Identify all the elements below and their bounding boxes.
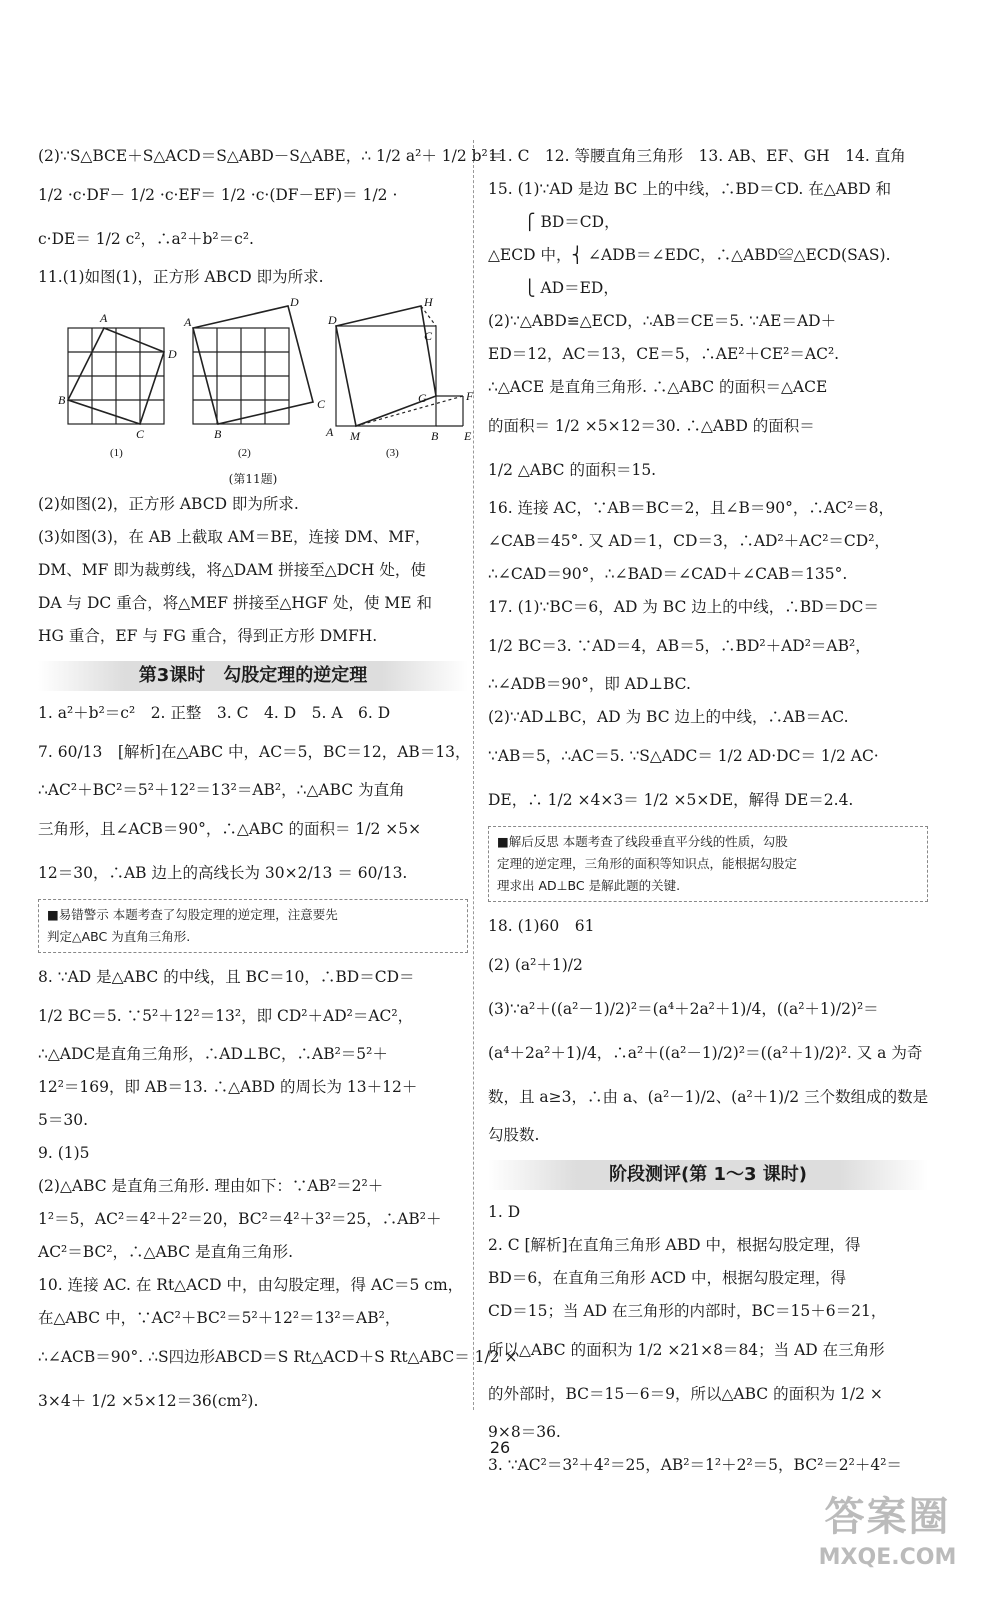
grid-figure-2 <box>193 306 313 424</box>
grid-figure-3 <box>336 306 463 426</box>
text-line: DM、MF 即为裁剪线，将△DAM 拼接至△DCH 处，使 <box>38 561 426 579</box>
text-line: 2. C [解析]在直角三角形 ABD 中，根据勾股定理，得 <box>488 1236 861 1254</box>
text-line: 勾股数. <box>488 1126 540 1144</box>
text-line: DA 与 DC 重合，将△MEF 拼接至△HGF 处，使 ME 和 <box>38 594 433 612</box>
text-line: ∴△ACE 是直角三角形. ∴△ABC 的面积＝△ACE <box>488 378 828 396</box>
text-line: 1. D <box>488 1203 521 1221</box>
svg-text:D: D <box>290 295 299 309</box>
note-line: 定理的逆定理，三角形的面积等知识点，能根据勾股定 <box>497 856 798 871</box>
text-line: ∠CAB＝45°. 又 AD＝1，CD＝3，∴AD²＋AC²＝CD²， <box>488 532 890 550</box>
text-line: AC²＝BC²，∴△ABC 是直角三角形. <box>38 1243 294 1261</box>
question-17: 17. (1)∵BC＝6，AD 为 BC 边上的中线，∴BD＝DC＝ <box>488 598 879 616</box>
text-line: DE，∴ 1/2 ×4×3＝ 1/2 ×5×DE，解得 DE＝2.4. <box>488 791 854 809</box>
geometry-figures <box>38 295 474 468</box>
grid-figure-1 <box>68 328 164 424</box>
text-line: 所以△ABC 的面积为 1/2 ×21×8＝84；当 AD 在三角形 <box>488 1341 885 1359</box>
svg-text:H: H <box>424 295 433 309</box>
question-15: 15. (1)∵AD 是边 BC 上的中线，∴BD＝CD. 在△ABD 和 <box>488 180 892 198</box>
svg-text:A: A <box>326 425 334 439</box>
text-line: ∵AB＝5，∴AC＝5. ∵S△ADC＝ 1/2 AD·DC＝ 1/2 AC· <box>488 747 879 765</box>
text-line: ∴∠CAD＝90°，∴∠BAD＝∠CAD＋∠CAB＝135°. <box>488 565 848 583</box>
text-line: c·DE＝ 1/2 c²，∴a²＋b²＝c². <box>38 230 254 248</box>
text-line: (a⁴＋2a²＋1)/4，∴a²＋((a²－1)/2)²＝((a²＋1)/2)². 又 a 为奇 <box>488 1044 923 1062</box>
watermark-url: MXQE.COM <box>818 1545 957 1570</box>
text-line: 1/2 BC＝3. ∵AD＝4，AB＝5，∴BD²＋AD²＝AB²， <box>488 637 871 655</box>
right-column <box>488 140 928 1482</box>
brace-line: ⎧ BD＝CD， <box>488 213 620 231</box>
text-line: ∴∠ACB＝90°. ∴S四边形ABCD＝S Rt△ACD＋S Rt△ABC＝ 1/2 × <box>38 1348 518 1366</box>
text-line: ∴∠ADB＝90°，即 AD⊥BC. <box>488 675 691 693</box>
section-title: 阶段测评(第 1～3 课时) <box>488 1160 928 1190</box>
question-7: 7. 60/13 [解析]在△ABC 中，AC＝5，BC＝12，AB＝13， <box>38 743 471 761</box>
page-number: 26 <box>489 1438 511 1457</box>
text-line: 1²＝5，AC²＝4²＋2²＝20，BC²＝4²＋3²＝25，∴AB²＋ <box>38 1210 442 1228</box>
text-line: BD＝6，在直角三角形 ACD 中，根据勾股定理，得 <box>488 1269 847 1287</box>
question-9: 9. (1)5 <box>38 1144 90 1162</box>
fig-label-2: (2) <box>238 447 251 459</box>
text-line: 1/2 BC＝5. ∵5²＋12²＝13²，即 CD²＋AD²＝AC²， <box>38 1007 414 1025</box>
svg-text:C: C <box>317 397 326 411</box>
text-line: (3)如图(3)，在 AB 上截取 AM＝BE，连接 DM、MF， <box>38 528 431 546</box>
question-11: 11.(1)如图(1)，正方形 ABCD 即为所求. <box>38 268 324 286</box>
question-16: 16. 连接 AC，∵AB＝BC＝2，且∠B＝90°，∴AC²＝8， <box>488 499 895 517</box>
text-line: 在△ABC 中，∵AC²＋BC²＝5²＋12²＝13²＝AB²， <box>38 1309 401 1327</box>
text-line: 数，且 a≥3，∴由 a、(a²－1)/2、(a²＋1)/2 三个数组成的数是 <box>488 1088 929 1106</box>
text-line: 9×8＝36. <box>488 1423 561 1441</box>
figure-caption: (第11题) <box>228 472 278 486</box>
answers-11-14: 11. C 12. 等腰直角三角形 13. AB、EF、GH 14. 直角 <box>488 147 906 165</box>
svg-text:D: D <box>168 347 177 361</box>
text-line: (2)∵S△BCE＋S△ACD＝S△ABD－S△ABE，∴ 1/2 a²＋ 1/2 b²＝ <box>38 147 504 165</box>
text-line: 12²＝169，即 AB＝13. ∴△ABD 的周长为 13＋12＋ <box>38 1078 418 1096</box>
text-line: ∴AC²＋BC²＝5²＋12²＝13²＝AB²，∴△ABC 为直角 <box>38 781 405 799</box>
svg-text:B: B <box>58 393 66 407</box>
svg-text:D: D <box>328 313 337 327</box>
watermark-logo <box>790 1490 985 1590</box>
text-line: 1/2 ·c·DF－ 1/2 ·c·EF＝ 1/2 ·c·(DF－EF)＝ 1/2 · <box>38 186 398 204</box>
text-line: (2)∵△ABD≌△ECD，∴AB＝CE＝5. ∵AE＝AD＋ <box>488 312 837 330</box>
text-line: 12＝30，∴AB 边上的高线长为 30×2/13 ＝ 60/13. <box>38 864 408 882</box>
question-8: 8. ∵AD 是△ABC 的中线，且 BC＝10，∴BD＝CD＝ <box>38 968 415 986</box>
question-10: 10. 连接 AC. 在 Rt△ACD 中，由勾股定理，得 AC＝5 cm， <box>38 1276 464 1294</box>
section-title: 第3课时 勾股定理的逆定理 <box>38 661 468 691</box>
svg-text:E: E <box>464 429 472 443</box>
brace-line: ⎩ AD＝ED， <box>488 279 619 297</box>
note-line: 理求出 AD⊥BC 是解此题的关键. <box>497 878 681 893</box>
svg-text:G: G <box>418 391 427 405</box>
text-line: (2)∵AD⊥BC，AD 为 BC 边上的中线，∴AB＝AC. <box>488 708 849 726</box>
text-line: CD＝15；当 AD 在三角形的内部时，BC＝15＋6＝21， <box>488 1302 887 1320</box>
text-line: ∴△ADC是直角三角形，∴AD⊥BC，∴AB²＝5²＋ <box>38 1045 388 1063</box>
fig-label-1: (1) <box>110 447 123 459</box>
text-line: 1/2 △ABC 的面积＝15. <box>488 461 657 479</box>
text-line: (2) (a²＋1)/2 <box>488 956 583 974</box>
note-line: ■解后反思 本题考查了线段垂直平分线的性质，勾股 <box>497 834 788 849</box>
text-line: (3)∵a²＋((a²－1)/2)²＝(a⁴＋2a²＋1)/4，((a²＋1)/2)²＝ <box>488 1000 879 1018</box>
question-18: 18. (1)60 61 <box>488 917 595 935</box>
svg-text:B: B <box>431 429 439 443</box>
reflection-note <box>488 826 928 902</box>
svg-text:A: A <box>100 311 108 325</box>
text-line: ED＝12，AC＝13，CE＝5，∴AE²＋CE²＝AC². <box>488 345 840 363</box>
note-line: 判定△ABC 为直角三角形. <box>47 929 191 944</box>
figure-11 <box>38 295 474 468</box>
note-line: ■易错警示 本题考查了勾股定理的逆定理，注意要先 <box>47 907 338 922</box>
text-line: 3. ∵AC²＝3²＋4²＝25，AB²＝1²＋2²＝5，BC²＝2²＋4²＝ <box>488 1456 902 1474</box>
text-line: 的面积＝ 1/2 ×5×12＝30. ∴△ABD 的面积＝ <box>488 417 815 435</box>
column-divider <box>473 140 474 1410</box>
text-line: HG 重合，EF 与 FG 重合，得到正方形 DMFH. <box>38 627 378 645</box>
svg-text:C: C <box>424 329 433 343</box>
watermark-text: 答案圈 <box>824 1494 951 1540</box>
svg-text:B: B <box>214 427 222 441</box>
svg-text:C: C <box>136 427 145 441</box>
svg-text:M: M <box>350 429 360 443</box>
text-line: 1. a²＋b²＝c² 2. 正整 3. C 4. D 5. A 6. D <box>38 704 391 722</box>
svg-text:A: A <box>184 315 192 329</box>
text-line: 的外部时，BC＝15－6＝9，所以△ABC 的面积为 1/2 × <box>488 1385 883 1403</box>
fig-label-3: (3) <box>386 447 399 459</box>
svg-text:F: F <box>466 389 474 403</box>
text-line: (2)△ABC 是直角三角形. 理由如下：∵AB²＝2²＋ <box>38 1177 384 1195</box>
text-line: 5＝30. <box>38 1111 89 1129</box>
text-line: 3×4＋ 1/2 ×5×12＝36(cm²). <box>38 1392 259 1410</box>
text-line: 三角形，且∠ACB＝90°，∴△ABC 的面积＝ 1/2 ×5× <box>38 820 422 838</box>
error-warning-note <box>38 899 468 953</box>
brace-line: △ECD 中，⎨ ∠ADB＝∠EDC，∴△ABD≌△ECD(SAS). <box>488 246 891 264</box>
text-line: (2)如图(2)，正方形 ABCD 即为所求. <box>38 495 299 513</box>
